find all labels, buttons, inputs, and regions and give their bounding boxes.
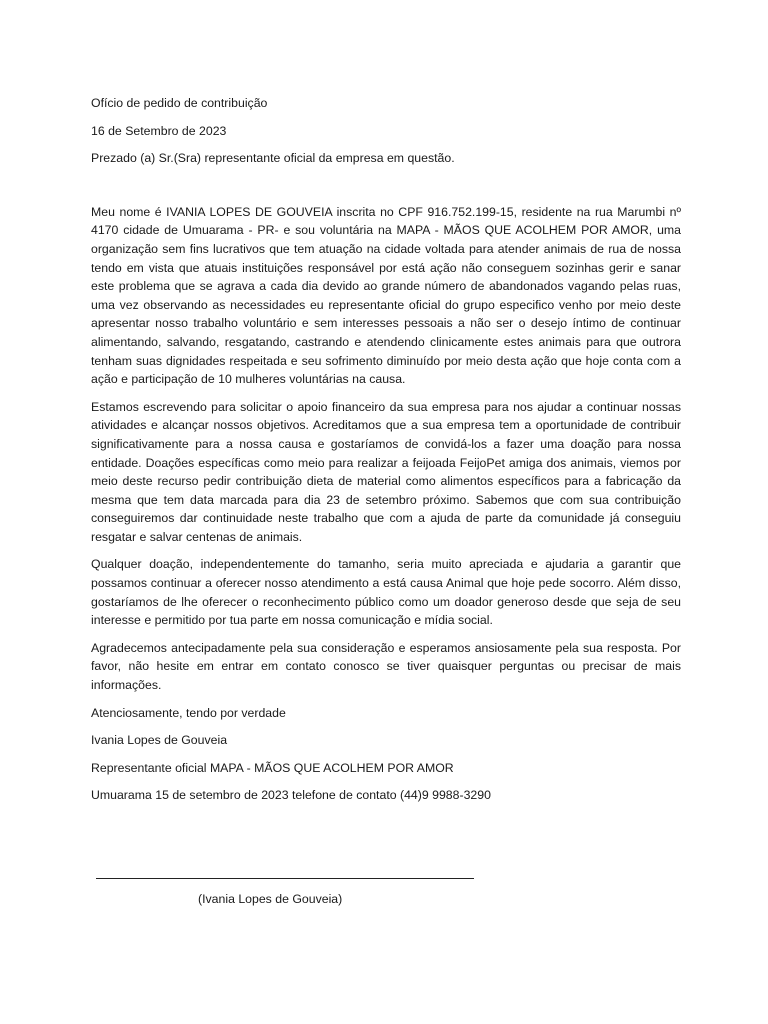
letter-date: 16 de Setembro de 2023 [91, 123, 227, 138]
letter-salutation: Prezado (a) Sr.(Sra) representante oficial da empresa em questão. [91, 151, 455, 166]
location-contact: Umuarama 15 de setembro de 2023 telefone de contato (44)9 9988-3290 [91, 788, 491, 803]
letter-body [91, 94, 681, 814]
paragraph-request: Estamos escrevendo para solicitar o apoio financeiro da sua empresa para nos ajudar a continuar nossas atividades e alcançar nossos objetivos. Acreditamos que a sua empresa tem a oportunidade de contribuir significativamente para a nossa causa e gostaríamos de convidá-los a fazer uma doação para nossa entidade. Doações específicas como meio para realizar a feijoada FeijoPet amiga dos animais, viemos por meio deste recurso pedir contribuição dieta de material como alimentos específicos para a fabricação da mesma que tem data marcada para dia 23 de setembro próximo. Sabemos que com sua contribuição conseguiremos dar continuidade neste trabalho que com a ajuda de parte da comunidade já conseguiu resgatar e salvar centenas de animais. [91, 399, 681, 544]
letter-closing: Atenciosamente, tendo por verdade [91, 705, 286, 720]
letter-subject: Ofício de pedido de contribuição [91, 96, 268, 110]
signer-name: Ivania Lopes de Gouveia [91, 733, 228, 748]
signer-role: Representante oficial MAPA - MÃOS QUE ACOLHEM POR AMOR [91, 760, 454, 775]
paragraph-donation: Qualquer doação, independentemente do tamanho, seria muito apreciada e ajudaria a garantir que possamos continuar a oferecer nosso atendimento a está causa Animal que hoje pede socorro. Além disso, gostaríamos de lhe oferecer o reconhecimento público como um doador generoso desde que seja de seu interesse e permitido por tua parte em nossa comunicação e mídia social. [91, 557, 681, 628]
paragraph-introduction: Meu nome é IVANIA LOPES DE GOUVEIA inscrita no CPF 916.752.199-15, residente na rua Marumbi nº 4170 cidade de Umuarama - PR- e sou voluntária na MAPA - MÃOS QUE ACOLHEM POR AMOR, uma organização sem fins lucrativos que tem atuação na cidade voltada para atender animais de rua de nossa tendo em vista que atuais instituições responsável por está ação não conseguem sozinhas gerir e sanar este problema que se agrava a cada dia devido ao grande número de abandonados vagando pelas ruas, uma vez observando as necessidades eu representante oficial do grupo especifico venho por meio deste apresentar nosso trabalho voluntário e sem interesses pessoais a não ser o desejo íntimo de continuar alimentando, salvando, resgatando, castrando e atendendo clinicamente estes animais para que outrora tenham suas dignidades respeitada e seu sofrimento diminuído por meio desta ação que hoje conta com a ação e participação de 10 mulheres voluntárias na causa. [91, 204, 681, 387]
paragraph-thanks: Agradecemos antecipadamente pela sua consideração e esperamos ansiosamente pela sua resposta. Por favor, não hesite em entrar em contato conosco se tiver quaisquer perguntas ou precisar de mais informações. [91, 640, 681, 693]
blank-line [91, 177, 681, 203]
signature-block [96, 868, 476, 906]
signature-line [96, 868, 474, 879]
signature-caption: (Ivania Lopes de Gouveia) [198, 892, 343, 906]
